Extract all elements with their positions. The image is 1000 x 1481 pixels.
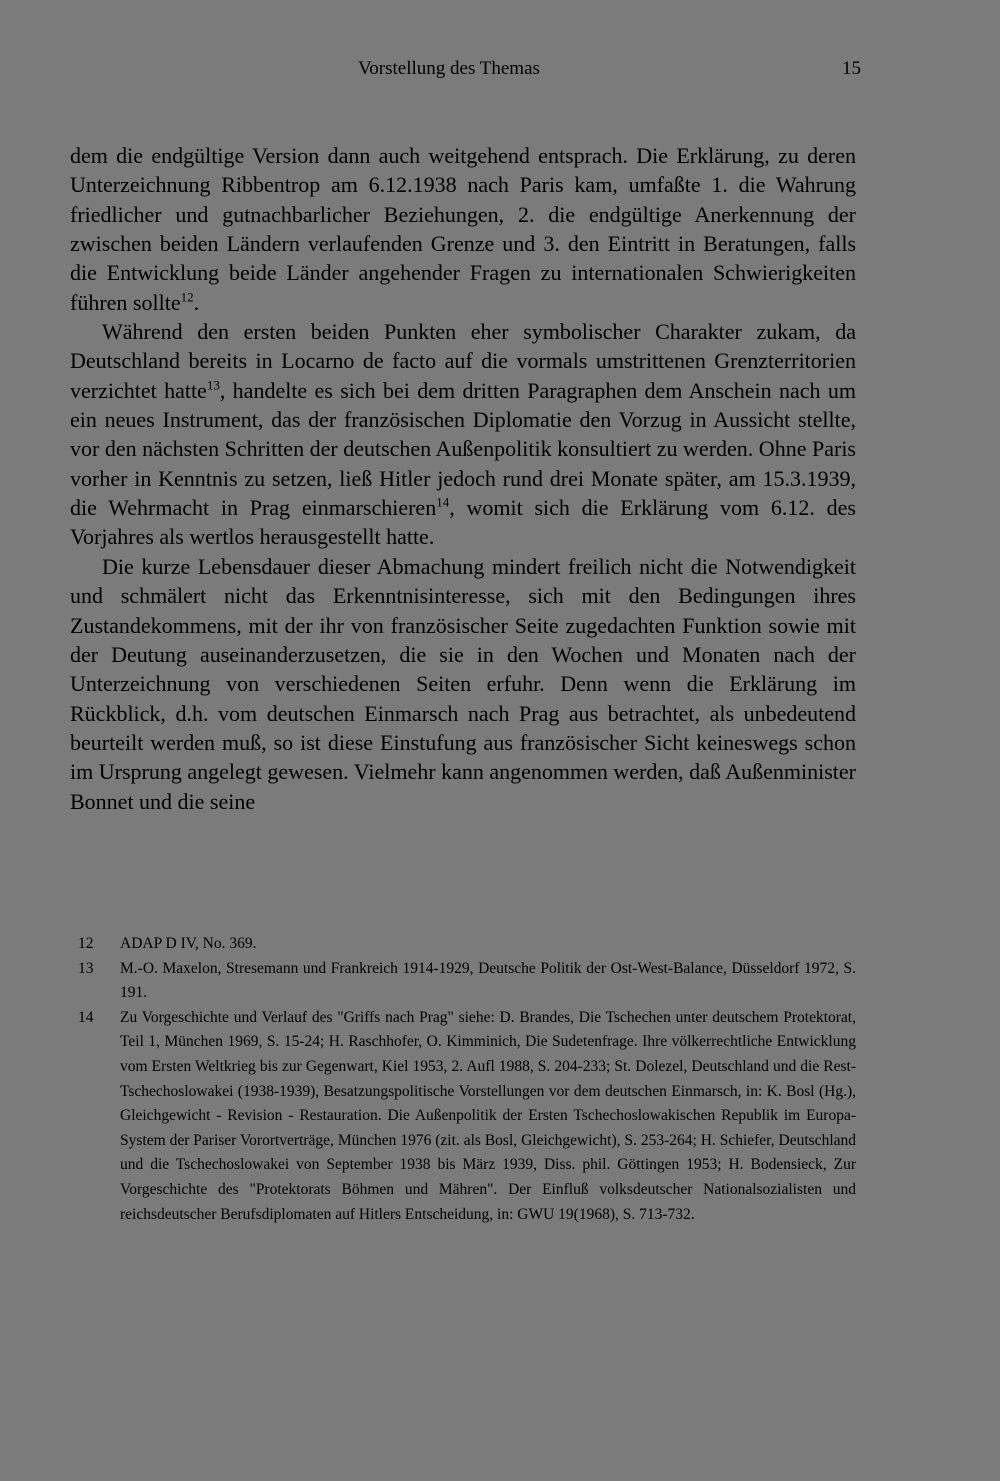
main-text bbox=[70, 141, 856, 816]
paragraph-text: dem die endgültige Version dann auch weitgehend entsprach. Die Erklärung, zu deren Unterzeichnung Ribbentrop am 6.12.1938 nach Paris kam, umfaßte 1. die Wahrung friedlicher und gutnachbarlicher Beziehungen, 2. die endgültige Anerkennung der zwischen beiden Ländern verlaufenden Grenze und 3. den Eintritt in Beratungen, falls die Entwicklung beide Länder angehender Fragen zu internationalen Schwierigkeiten führen sollte bbox=[70, 143, 856, 315]
footnote-text: Zu Vorgeschichte und Verlauf des "Griffs nach Prag" siehe: D. Brandes, Die Tschechen unter deutschem Protektorat, Teil 1, München 1969, S. 15-24; H. Raschhofer, O. Kimminich, Die Sudetenfrage. Ihre völkerrechtliche Entwicklung vom Ersten Weltkrieg bis zur Gegenwart, Kiel 1953, 2. Aufl 1988, S. 204-233; St. Dolezel, Deutschland und die Rest-Tschechoslowakei (1938-1939), Besatzungspolitische Vorstellungen vor dem deutschen Einmarsch, in: K. Bosl (Hg.), Gleichgewicht - Revision - Restauration. Die Außenpolitik der Ersten Tschechoslowakischen Republik im Europa-System der Pariser Vorortverträge, München 1976 (zit. als Bosl, Gleichgewicht), S. 253-264; H. Schiefer, Deutschland und die Tschechoslowakei von September 1938 bis März 1939, Diss. phil. Göttingen 1953; H. Bodensieck, Zur Vorgeschichte des "Protektorats Böhmen und Mähren". Der Einfluß volksdeutscher Nationalsozialisten und reichsdeutscher Berufsdiplomaten auf Hitlers Entscheidung, in: GWU 19(1968), S. 713-732. bbox=[120, 1008, 856, 1223]
footnote-number: 14 bbox=[78, 1008, 94, 1026]
paragraph-2 bbox=[70, 317, 856, 552]
paragraph-text: , womit sich die Erklärung vom 6.12. des Vorjahres als wertlos herausgestellt hatte. bbox=[70, 495, 856, 550]
footnote-ref: 13 bbox=[206, 377, 220, 393]
paragraph-text: Während den ersten beiden Punkten eher symbolischer Charakter zukam, da Deutschland bereits in Locarno de facto auf die vormals umstrittenen Grenzterritorien verzichtet hatte bbox=[70, 319, 856, 403]
paragraph-text: , handelte es sich bei dem dritten Paragraphen dem Anschein nach um ein neues Instrument, das der französischen Diplomatie den Vorzug in Aussicht stellte, vor den nächsten Schritten der deutschen Außenpolitik konsultiert zu werden. Ohne Paris vorher in Kenntnis zu setzen, ließ Hitler jedoch rund drei Monate später, am 15.3.1939, die Wehrmacht in Prag einmarschieren bbox=[70, 377, 856, 521]
page-number: 15 bbox=[842, 58, 861, 79]
footnotes bbox=[78, 932, 856, 1227]
footnote-12 bbox=[78, 932, 856, 957]
footnote-ref: 12 bbox=[180, 289, 194, 305]
footnote-text: M.-O. Maxelon, Stresemann und Frankreich 1914-1929, Deutsche Politik der Ost-West-Balance, Düsseldorf 1972, S. 191. bbox=[120, 959, 856, 1002]
footnote-14 bbox=[78, 1006, 856, 1227]
paragraph-1 bbox=[70, 141, 856, 317]
footnote-ref: 14 bbox=[436, 494, 450, 510]
footnote-13 bbox=[78, 957, 856, 1006]
running-title: Vorstellung des Themas bbox=[358, 58, 540, 79]
footnote-number: 13 bbox=[78, 959, 94, 977]
page-header bbox=[0, 58, 1000, 88]
paragraph-3 bbox=[70, 552, 856, 816]
paragraph-text: . bbox=[193, 289, 200, 315]
paragraph-text: Die kurze Lebensdauer dieser Abmachung mindert freilich nicht die Notwendigkeit und schmälert nicht das Erkenntnisinteresse, sich mit den Bedingungen ihres Zustandekommens, mit der ihr von französischer Seite zugedachten Funktion sowie mit der Deutung auseinanderzusetzen, die sie in den Wochen und Monaten nach der Unterzeichnung von verschiedenen Seiten erfuhr. Denn wenn die Erklärung im Rückblick, d.h. vom deutschen Einmarsch nach Prag aus betrachtet, als unbedeutend beurteilt werden muß, so ist diese Einstufung aus französischer Sicht keineswegs schon im Ursprung angelegt gewesen. Vielmehr kann angenommen werden, daß Außenminister Bonnet und die seine bbox=[70, 553, 856, 814]
footnote-number: 12 bbox=[78, 935, 94, 952]
footnote-text: ADAP D IV, No. 369. bbox=[120, 935, 257, 952]
